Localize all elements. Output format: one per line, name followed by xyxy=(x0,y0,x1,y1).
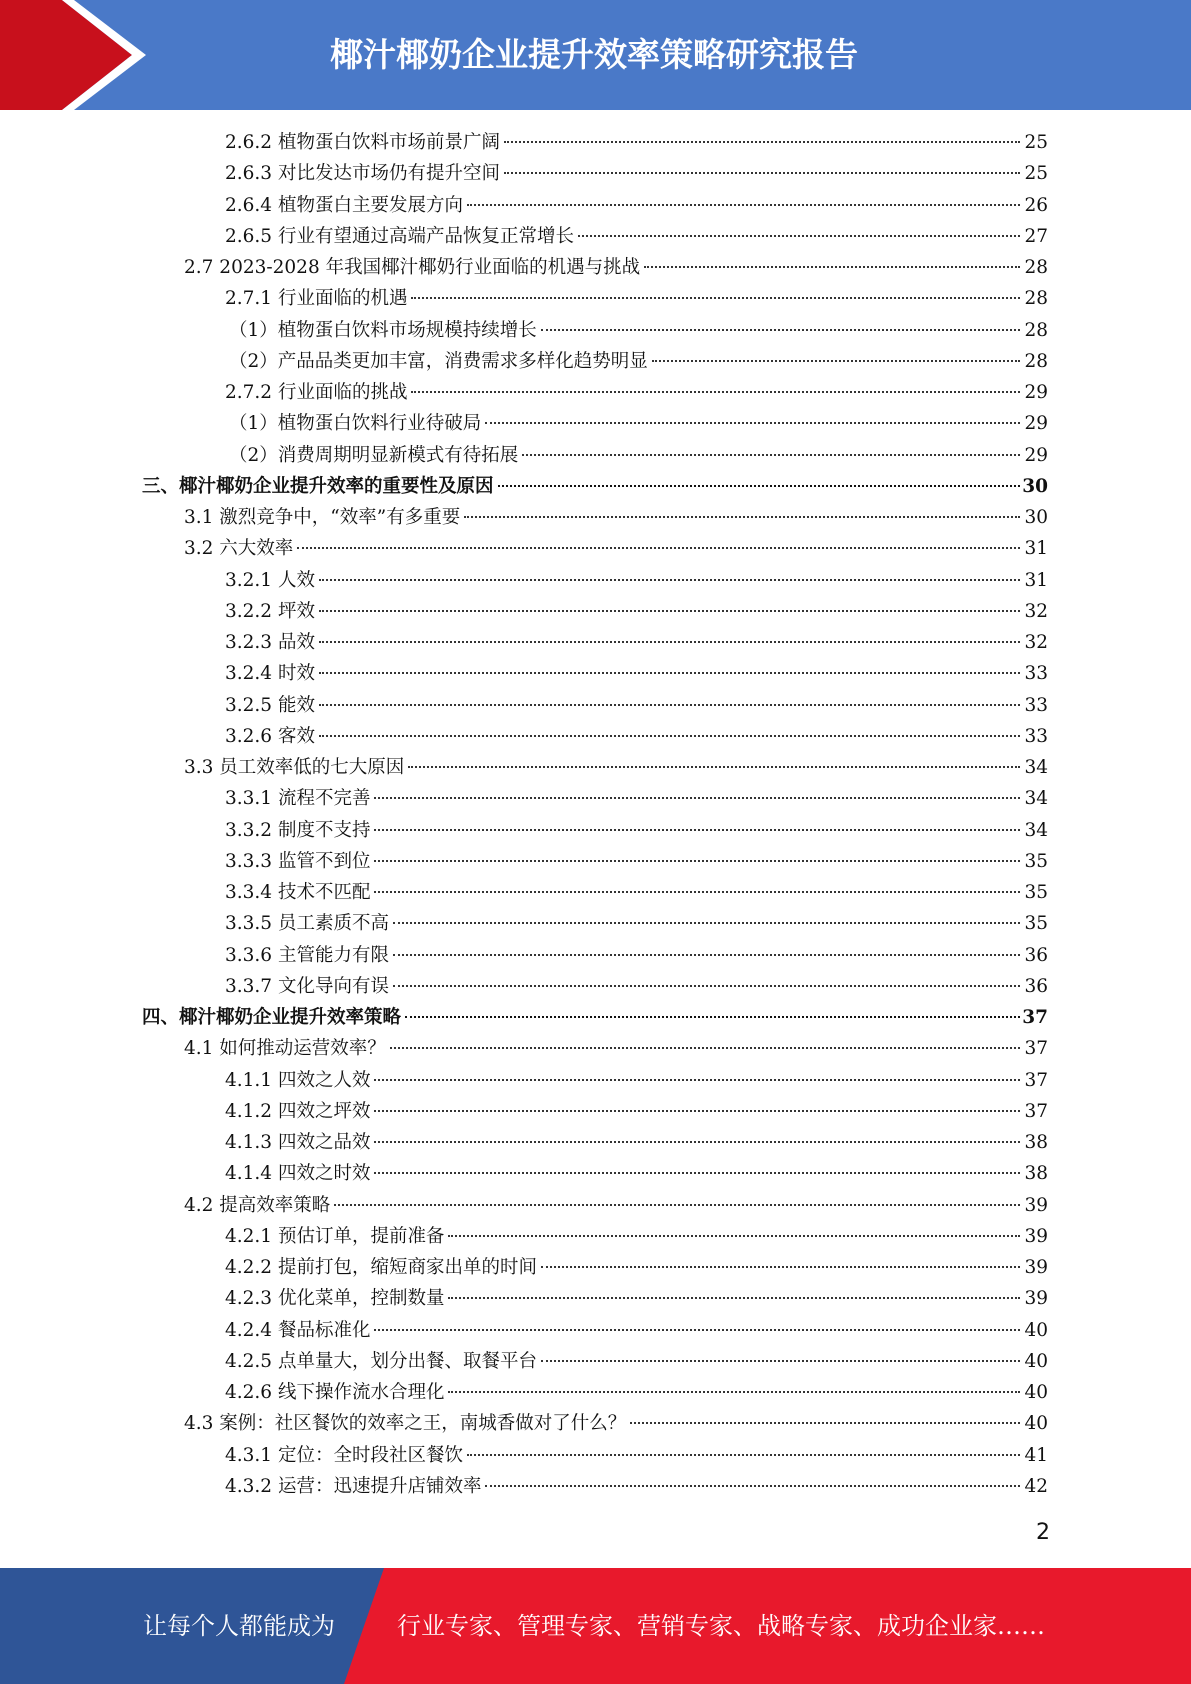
toc-entry[interactable] xyxy=(0,158,1191,189)
toc-entry-title: 4.2.3 优化菜单，控制数量 xyxy=(225,1288,445,1310)
toc-entry-page: 28 xyxy=(1024,257,1048,278)
toc-entry-page: 31 xyxy=(1024,569,1048,591)
toc-entry-page: 37 xyxy=(1022,1007,1048,1028)
toc-entry-title: 4.2.5 点单量大，划分出餐、取餐平台 xyxy=(225,1350,537,1372)
dot-leader xyxy=(374,1110,1020,1112)
toc-entry-page: 33 xyxy=(1024,663,1048,685)
dot-leader xyxy=(374,860,1020,862)
dot-leader xyxy=(390,1047,1020,1049)
toc-entry-title: 3.2.3 品效 xyxy=(225,632,315,653)
toc-entry-title: 4.1.1 四效之人效 xyxy=(225,1069,371,1091)
toc-entry-title: 3.2.4 时效 xyxy=(225,663,315,685)
toc-entry-page: 41 xyxy=(1024,1444,1048,1466)
toc-entry[interactable] xyxy=(0,940,1191,971)
toc-entry-title: 4.3 案例：社区餐饮的效率之王，南城香做对了什么？ xyxy=(184,1413,627,1435)
toc-entry-page: 30 xyxy=(1024,507,1048,528)
toc-entry[interactable] xyxy=(0,908,1191,939)
toc-entry-page: 27 xyxy=(1024,225,1048,247)
toc-entry-page: 34 xyxy=(1024,757,1048,778)
toc-entry[interactable] xyxy=(0,1440,1191,1471)
toc-entry-title: 2.6.5 行业有望通过高端产品恢复正常增长 xyxy=(225,225,574,247)
toc-entry-title: 3.2.2 坪效 xyxy=(225,600,315,622)
header-arrow-icon xyxy=(0,0,160,110)
toc-entry-title: （1）植物蛋白饮料行业待破局 xyxy=(229,413,482,435)
dot-leader xyxy=(411,297,1020,299)
toc-entry[interactable] xyxy=(0,1002,1191,1033)
toc-entry-title: 3.3.2 制度不支持 xyxy=(225,819,371,841)
toc-entry-title: 三、椰汁椰奶企业提升效率的重要性及原因 xyxy=(142,475,494,497)
dot-leader xyxy=(522,454,1020,456)
toc-entry[interactable] xyxy=(0,846,1191,877)
dot-leader xyxy=(652,360,1020,362)
toc-entry-page: 29 xyxy=(1024,382,1048,403)
dot-leader xyxy=(464,516,1020,518)
toc-entry-page: 34 xyxy=(1024,819,1048,841)
dot-leader xyxy=(578,235,1020,237)
toc-entry[interactable] xyxy=(0,1315,1191,1346)
toc-entry[interactable] xyxy=(0,815,1191,846)
toc-entry-page: 40 xyxy=(1024,1319,1048,1341)
toc-entry-page: 40 xyxy=(1024,1413,1048,1435)
toc-entry-page: 37 xyxy=(1024,1100,1048,1122)
toc-entry-page: 40 xyxy=(1024,1382,1048,1403)
dot-leader xyxy=(374,1172,1020,1174)
toc-entry-title: 3.3.5 员工素质不高 xyxy=(225,913,389,935)
toc-entry[interactable] xyxy=(0,877,1191,908)
toc-entry-title: 3.2 六大效率 xyxy=(184,538,294,560)
toc-entry-title: 4.1.2 四效之坪效 xyxy=(225,1100,371,1122)
toc-entry[interactable] xyxy=(0,1033,1191,1064)
header-banner xyxy=(0,0,1191,110)
toc-entry-page: 39 xyxy=(1024,1257,1048,1278)
toc-entry[interactable] xyxy=(0,502,1191,533)
toc-entry[interactable] xyxy=(0,1065,1191,1096)
toc-entry[interactable] xyxy=(0,1377,1191,1408)
toc-entry-title: 3.3.6 主管能力有限 xyxy=(225,944,389,966)
toc-entry-title: 四、椰汁椰奶企业提升效率策略 xyxy=(142,1007,402,1028)
toc-entry[interactable] xyxy=(0,1127,1191,1158)
toc-entry-page: 28 xyxy=(1024,350,1048,372)
toc-entry-page: 29 xyxy=(1024,444,1048,466)
dot-leader xyxy=(504,172,1020,174)
toc-entry-title: 3.3.1 流程不完善 xyxy=(225,788,371,810)
toc-entry-page: 36 xyxy=(1024,975,1048,997)
toc-entry-title: 4.2.1 预估订单，提前准备 xyxy=(225,1225,445,1247)
toc-entry[interactable] xyxy=(0,190,1191,221)
dot-leader xyxy=(644,266,1020,268)
toc-entry-page: 36 xyxy=(1024,944,1048,966)
toc-entry[interactable] xyxy=(0,377,1191,408)
dot-leader xyxy=(319,704,1020,706)
toc-entry[interactable] xyxy=(0,752,1191,783)
dot-leader xyxy=(374,891,1020,893)
toc-entry-page: 39 xyxy=(1024,1288,1048,1310)
toc-entry-page: 38 xyxy=(1024,1163,1048,1185)
toc-entry-page: 30 xyxy=(1022,475,1048,497)
toc-entry[interactable] xyxy=(0,408,1191,439)
dot-leader xyxy=(541,1360,1020,1362)
toc-entry[interactable] xyxy=(0,252,1191,283)
footer-slogan-right: 行业专家、管理专家、营销专家、战略专家、成功企业家…… xyxy=(397,1612,1045,1640)
report-title: 椰汁椰奶企业提升效率策略研究报告 xyxy=(330,35,858,74)
toc-entry[interactable] xyxy=(0,1283,1191,1314)
toc-entry-page: 42 xyxy=(1024,1475,1048,1497)
footer-slogan-left: 让每个人都能成为 xyxy=(143,1612,335,1640)
dot-leader xyxy=(297,547,1020,549)
dot-leader xyxy=(374,829,1020,831)
toc-entry-page: 29 xyxy=(1024,413,1048,435)
dot-leader xyxy=(485,422,1020,424)
toc-entry[interactable] xyxy=(0,721,1191,752)
dot-leader xyxy=(541,1266,1020,1268)
toc-entry-page: 28 xyxy=(1024,288,1048,310)
page-number: 2 xyxy=(1036,1520,1050,1545)
toc-entry[interactable] xyxy=(0,1408,1191,1439)
toc-entry-page: 28 xyxy=(1024,319,1048,341)
dot-leader xyxy=(374,1079,1020,1081)
toc-entry-title: 3.3.4 技术不匹配 xyxy=(225,882,371,903)
toc-entry-page: 25 xyxy=(1024,163,1048,185)
toc-entry-page: 39 xyxy=(1024,1225,1048,1247)
dot-leader xyxy=(319,641,1020,643)
dot-leader xyxy=(448,1297,1020,1299)
toc-entry[interactable] xyxy=(0,1346,1191,1377)
toc-entry-title: 4.2.6 线下操作流水合理化 xyxy=(225,1382,445,1403)
toc-entry-page: 31 xyxy=(1024,538,1048,560)
dot-leader xyxy=(393,985,1020,987)
toc-entry-title: 2.6.2 植物蛋白饮料市场前景广阔 xyxy=(225,132,500,153)
toc-entry-page: 35 xyxy=(1024,913,1048,935)
toc-entry[interactable] xyxy=(0,1221,1191,1252)
toc-entry-page: 40 xyxy=(1024,1350,1048,1372)
toc-entry[interactable] xyxy=(0,658,1191,689)
toc-entry[interactable] xyxy=(0,596,1191,627)
toc-entry[interactable] xyxy=(0,1252,1191,1283)
toc-entry[interactable] xyxy=(0,533,1191,564)
toc-entry-title: 2.6.4 植物蛋白主要发展方向 xyxy=(225,194,463,216)
toc-entry[interactable] xyxy=(0,565,1191,596)
toc-entry-title: 4.1.3 四效之品效 xyxy=(225,1132,371,1153)
toc-entry-title: 4.1.4 四效之时效 xyxy=(225,1163,371,1185)
dot-leader xyxy=(411,391,1020,393)
dot-leader xyxy=(393,922,1020,924)
dot-leader xyxy=(448,1235,1020,1237)
toc-entry-title: 2.6.3 对比发达市场仍有提升空间 xyxy=(225,163,500,185)
toc-entry[interactable] xyxy=(0,783,1191,814)
dot-leader xyxy=(374,1329,1020,1331)
toc-entry-title: 3.1 激烈竞争中，“效率”有多重要 xyxy=(184,507,461,528)
toc-entry[interactable] xyxy=(0,315,1191,346)
toc-entry-title: 2.7.1 行业面临的机遇 xyxy=(225,288,408,310)
dot-leader xyxy=(319,735,1020,737)
toc-entry-page: 33 xyxy=(1024,694,1048,716)
dot-leader xyxy=(319,672,1020,674)
dot-leader xyxy=(485,1485,1020,1487)
dot-leader xyxy=(374,797,1020,799)
dot-leader xyxy=(408,766,1020,768)
toc-entry-page: 37 xyxy=(1024,1038,1048,1060)
dot-leader xyxy=(448,1391,1020,1393)
toc-entry[interactable] xyxy=(0,221,1191,252)
dot-leader xyxy=(504,141,1020,143)
toc-entry-title: 4.1 如何推动运营效率？ xyxy=(184,1038,386,1060)
toc-entry[interactable] xyxy=(0,690,1191,721)
toc-entry-page: 37 xyxy=(1024,1069,1048,1091)
toc-entry[interactable] xyxy=(0,471,1191,502)
toc-entry[interactable] xyxy=(0,127,1191,158)
toc-entry[interactable] xyxy=(0,627,1191,658)
toc-entry-title: （2）产品品类更加丰富，消费需求多样化趋势明显 xyxy=(229,350,648,372)
toc-entry-title: 2.7 2023-2028 年我国椰汁椰奶行业面临的机遇与挑战 xyxy=(184,257,641,278)
dot-leader xyxy=(405,1016,1020,1018)
footer-banner xyxy=(0,1568,1191,1684)
toc-entry-title: 4.3.1 定位：全时段社区餐饮 xyxy=(225,1444,463,1466)
toc-entry-page: 35 xyxy=(1024,850,1048,872)
toc-entry-page: 33 xyxy=(1024,725,1048,747)
toc-entry[interactable] xyxy=(0,346,1191,377)
dot-leader xyxy=(334,1204,1020,1206)
toc-entry[interactable] xyxy=(0,1190,1191,1221)
toc-entry-title: 4.2 提高效率策略 xyxy=(184,1194,331,1216)
dot-leader xyxy=(498,485,1020,487)
toc-entry-title: 3.2.1 人效 xyxy=(225,569,315,591)
toc-entry[interactable] xyxy=(0,1158,1191,1189)
toc-entry-title: 3.3.3 监管不到位 xyxy=(225,850,371,872)
dot-leader xyxy=(319,579,1020,581)
toc-entry-title: 3.3.7 文化导向有误 xyxy=(225,975,389,997)
toc-entry-title: （2）消费周期明显新模式有待拓展 xyxy=(229,444,519,466)
dot-leader xyxy=(467,1454,1020,1456)
toc-entry-title: 3.2.5 能效 xyxy=(225,694,315,716)
toc-entry[interactable] xyxy=(0,283,1191,314)
toc-entry-title: 2.7.2 行业面临的挑战 xyxy=(225,382,408,403)
toc-entry-page: 38 xyxy=(1024,1132,1048,1153)
toc-entry-page: 26 xyxy=(1024,194,1048,216)
toc-entry[interactable] xyxy=(0,440,1191,471)
dot-leader xyxy=(541,329,1020,331)
toc-entry-page: 34 xyxy=(1024,788,1048,810)
dot-leader xyxy=(630,1422,1020,1424)
toc-entry-title: 4.2.2 提前打包，缩短商家出单的时间 xyxy=(225,1257,537,1278)
toc-entry-page: 25 xyxy=(1024,132,1048,153)
dot-leader xyxy=(393,954,1020,956)
toc-entry-page: 39 xyxy=(1024,1194,1048,1216)
toc-entry[interactable] xyxy=(0,1471,1191,1502)
toc-entry-title: 4.2.4 餐品标准化 xyxy=(225,1319,371,1341)
toc-entry[interactable] xyxy=(0,971,1191,1002)
toc-entry-title: 3.2.6 客效 xyxy=(225,725,315,747)
table-of-contents xyxy=(0,127,1191,1502)
toc-entry-title: 4.3.2 运营：迅速提升店铺效率 xyxy=(225,1475,482,1497)
dot-leader xyxy=(467,204,1020,206)
dot-leader xyxy=(319,610,1020,612)
dot-leader xyxy=(374,1141,1020,1143)
toc-entry-title: 3.3 员工效率低的七大原因 xyxy=(184,757,405,778)
toc-entry-page: 35 xyxy=(1024,882,1048,903)
toc-entry-page: 32 xyxy=(1024,632,1048,653)
toc-entry-title: （1）植物蛋白饮料市场规模持续增长 xyxy=(229,319,537,341)
toc-entry-page: 32 xyxy=(1024,600,1048,622)
toc-entry[interactable] xyxy=(0,1096,1191,1127)
